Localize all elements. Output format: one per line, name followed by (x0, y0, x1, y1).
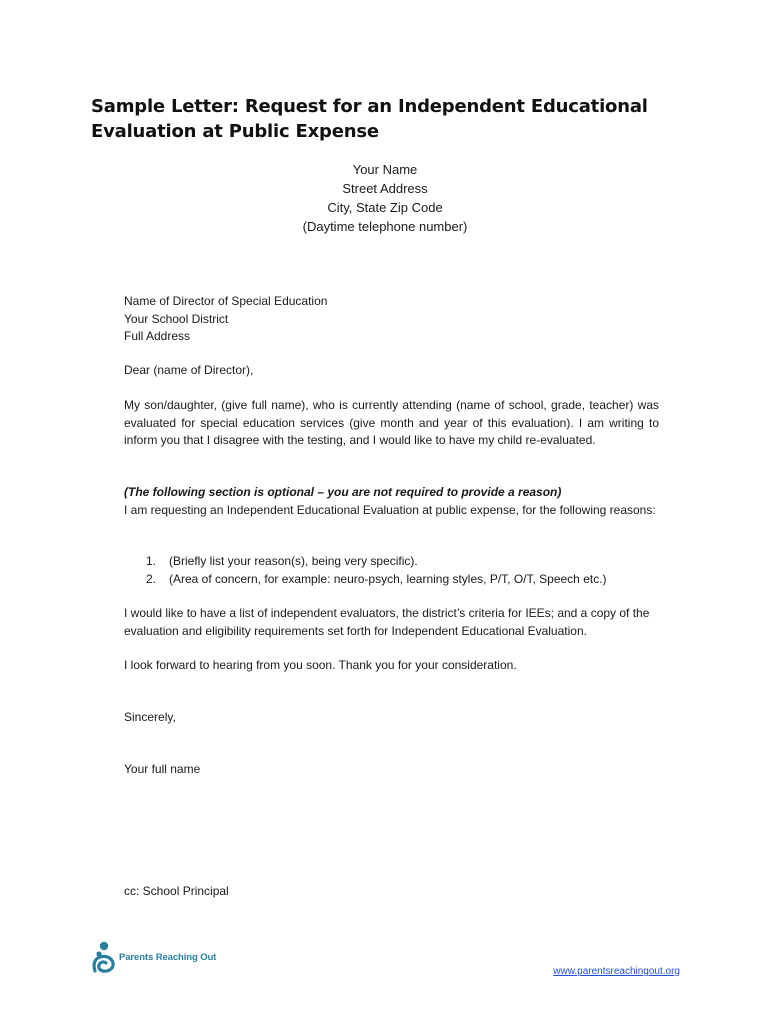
paragraph-thanks: I look forward to hearing from you soon. Thank you for your consideration. (124, 658, 517, 672)
recipient-address (124, 293, 659, 346)
sender-phone: (Daytime telephone number) (302, 219, 468, 234)
recipient-line-2: Your School District (124, 311, 229, 326)
paragraph-disagreement: My son/daughter, (give full name), who is currently attending (name of school, grade, teacher) was evaluated for special education services (give month and year of this evaluation). I am writing to inform you that I disagree with the testing, and I would like to have my child re-evaluated. (124, 398, 659, 447)
list-item-text: (Briefly list your reason(s), being very specific). (169, 554, 418, 568)
sender-city: City, State Zip Code (327, 200, 443, 215)
list-item (146, 553, 666, 571)
list-item-number: 1. (146, 554, 157, 568)
sender-name: Your Name (352, 162, 418, 177)
reasons-list (146, 553, 666, 588)
parents-reaching-out-logo (92, 940, 216, 974)
website-link[interactable]: www.parentsreachingout.org (553, 966, 680, 977)
salutation: Dear (name of Director), (124, 363, 254, 377)
signature-name: Your full name (124, 762, 201, 776)
sender-street: Street Address (342, 181, 428, 196)
optional-section-heading: (The following section is optional – you are not required to provide a reason) (124, 485, 562, 499)
list-item-text: (Area of concern, for example: neuro-psych, learning styles, P/T, O/T, Speech etc.) (169, 571, 607, 586)
logo-text: Parents Reaching Out (119, 951, 217, 963)
recipient-line-1: Name of Director of Special Education (124, 294, 328, 308)
paragraph-request: I am requesting an Independent Educational Evaluation at public expense, for the following reasons: (124, 503, 656, 517)
recipient-line-3: Full Address (124, 329, 191, 343)
parents-reaching-out-logo-icon (92, 941, 116, 973)
sender-address (0, 160, 770, 236)
paragraph-evaluator-list: I would like to have a list of independent evaluators, the district’s criteria for IEEs; and a copy of the evaluation and eligibility requirements set forth for Independent Educational Evaluation. (124, 606, 650, 638)
closing: Sincerely, (124, 710, 176, 724)
list-item-number: 2. (146, 571, 157, 586)
list-item (146, 571, 666, 589)
letter-title: Sample Letter: Request for an Independent Educational Evaluation at Public Expense (91, 96, 648, 142)
cc-line: cc: School Principal (124, 884, 229, 898)
